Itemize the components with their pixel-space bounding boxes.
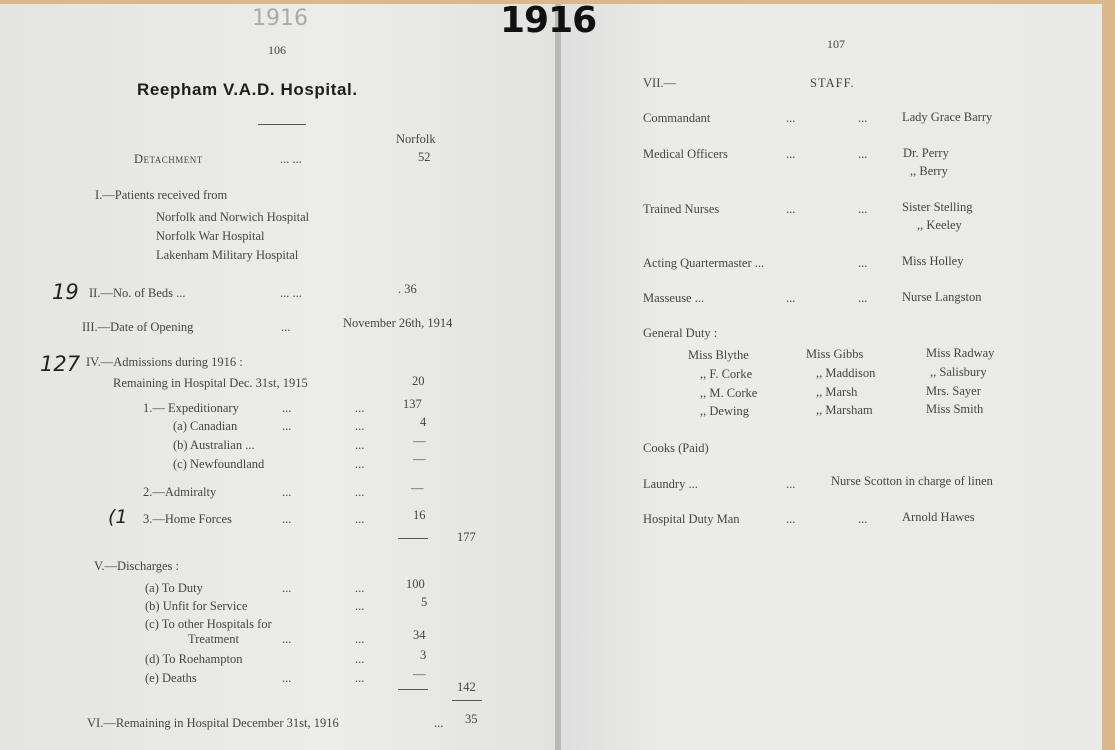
dots: ... [355,581,365,595]
quartermaster-label: Acting Quartermaster ... [643,256,765,270]
staff-section-number: VII.— [643,76,676,90]
australian-label: (b) Australian ... [173,438,255,452]
discharge-unfit-label: (b) Unfit for Service [145,599,248,613]
page-number-right: 107 [827,37,845,51]
general-duty-name: ,, Maddison [816,366,876,380]
hospital-title: Reepham V.A.D. Hospital. [137,80,358,99]
general-duty-name: Miss Smith [926,402,984,416]
newfoundland-value: — [413,452,426,466]
dots: ... [282,671,292,685]
patients-from-1: Norfolk and Norwich Hospital [156,210,310,224]
patients-from-3: Lakenham Military Hospital [156,248,299,262]
dots: ... [858,291,868,305]
medical-officer-2: ,, Berry [910,164,948,178]
general-duty-name: Miss Blythe [688,348,749,362]
dots: ... [355,632,365,646]
dots: ... [858,111,868,125]
general-duty-name: ,, Marsh [816,385,858,399]
dots: ... [355,512,365,526]
medical-officer-1: Dr. Perry [903,146,949,160]
opening-label: III.—Date of Opening [82,320,194,334]
discharge-other-label: (c) To other Hospitals for [145,617,272,631]
dots: ... [355,599,365,613]
dots: ... [282,512,292,526]
dots: ... [858,256,868,270]
admiralty-value: — [411,481,424,495]
general-duty-name: ,, M. Corke [700,386,758,400]
dots: ... [858,202,868,216]
general-duty-name: ,, Salisbury [930,365,987,379]
commandant-label: Commandant [643,111,711,125]
dots: ... [786,512,796,526]
staff-heading: STAFF. [810,76,855,90]
pencil-year-annotation: 1916 [252,6,308,31]
home-forces-value: 16 [413,508,426,522]
home-forces-label: 3.—Home Forces [143,512,232,526]
year-stamp: 1916 [500,0,597,41]
dots: ... [355,438,365,452]
home-forces-handwritten-note: (1 [108,506,128,528]
cooks-label: Cooks (Paid) [643,441,709,455]
beds-handwritten-note: 19 [52,280,79,304]
discharge-deaths-value: — [413,667,426,681]
detachment-dots: ... ... [280,152,302,166]
discharges-sum-rule [398,689,428,690]
duty-man-value: Arnold Hawes [902,510,975,524]
dots: ... [355,671,365,685]
final-rule [452,700,482,701]
patients-heading: I.—Patients received from [95,188,228,202]
general-duty-name: ,, F. Corke [700,367,753,381]
dots: ... [355,457,365,471]
opening-dots: ... [281,320,291,334]
beds-value: . 36 [398,282,417,296]
discharge-roehampton-value: 3 [420,648,427,662]
remaining-1915-label: Remaining in Hospital Dec. 31st, 1915 [113,376,308,390]
dots: ... [282,401,292,415]
discharges-heading: V.—Discharges : [94,559,179,573]
remaining-1916-label: VI.—Remaining in Hospital December 31st, 1916 [87,716,339,730]
discharge-duty-label: (a) To Duty [145,581,203,595]
expeditionary-value: 137 [403,397,422,411]
beds-dots: ... ... [280,286,302,300]
remaining-1916-value: 35 [465,712,478,726]
dots: ... [282,485,292,499]
canadian-value: 4 [420,415,427,429]
discharge-unfit-value: 5 [421,595,428,609]
dots: ... [355,485,365,499]
dots: ... [786,147,796,161]
laundry-value: Nurse Scotton in charge of linen [831,474,993,488]
admissions-sum-rule [398,538,428,539]
trained-nurse-2: ,, Keeley [917,218,962,232]
county: Norfolk [396,132,436,146]
trained-nurse-1: Sister Stelling [902,200,973,214]
dots: ... [858,512,868,526]
laundry-label: Laundry ... [643,477,698,491]
discharge-roehampton-label: (d) To Roehampton [145,652,243,666]
dots: ... [858,147,868,161]
dots: ... [786,111,796,125]
title-rule [258,124,306,125]
dots: ... [282,419,292,433]
general-duty-label: General Duty : [643,326,718,340]
masseuse-label: Masseuse ... [643,291,705,305]
newfoundland-label: (c) Newfoundland [173,457,265,471]
medical-officers-label: Medical Officers [643,147,728,161]
dots: ... [786,477,796,491]
detachment-number: 52 [418,150,431,164]
masseuse-value: Nurse Langston [902,290,982,304]
canadian-label: (a) Canadian [173,419,238,433]
admissions-total: 177 [457,530,476,544]
discharges-total: 142 [457,680,476,694]
admissions-heading: IV.—Admissions during 1916 : [86,355,243,369]
admiralty-label: 2.—Admiralty [143,485,217,499]
page-number-left: 106 [268,43,286,57]
discharge-duty-value: 100 [406,577,425,591]
quartermaster-value: Miss Holley [902,254,964,268]
dots: ... [282,632,292,646]
duty-man-label: Hospital Duty Man [643,512,740,526]
dots: ... [786,202,796,216]
dots: ... [355,652,365,666]
dots: ... [355,419,365,433]
discharge-other-label-cont: Treatment [188,632,239,646]
remaining-1915-value: 20 [412,374,425,388]
remaining-1916-dots: ... [434,716,444,730]
beds-label: II.—No. of Beds ... [89,286,186,300]
patients-from-2: Norfolk War Hospital [156,229,265,243]
dots: ... [355,401,365,415]
general-duty-name: Mrs. Sayer [926,384,981,398]
detachment-label: Detachment [134,152,203,166]
general-duty-name: Miss Radway [926,346,995,360]
dots: ... [282,581,292,595]
commandant-value: Lady Grace Barry [902,110,993,124]
book-gutter [555,4,561,750]
australian-value: — [413,434,426,448]
trained-nurses-label: Trained Nurses [643,202,720,216]
general-duty-name: ,, Dewing [700,404,749,418]
expeditionary-label: 1.— Expeditionary [143,401,239,415]
general-duty-name: Miss Gibbs [806,347,864,361]
discharge-deaths-label: (e) Deaths [145,671,197,685]
dots: ... [786,291,796,305]
admissions-handwritten-note: 127 [40,352,81,376]
opening-value: November 26th, 1914 [343,316,453,330]
general-duty-name: ,, Marsham [816,403,873,417]
discharge-other-value: 34 [413,628,426,642]
